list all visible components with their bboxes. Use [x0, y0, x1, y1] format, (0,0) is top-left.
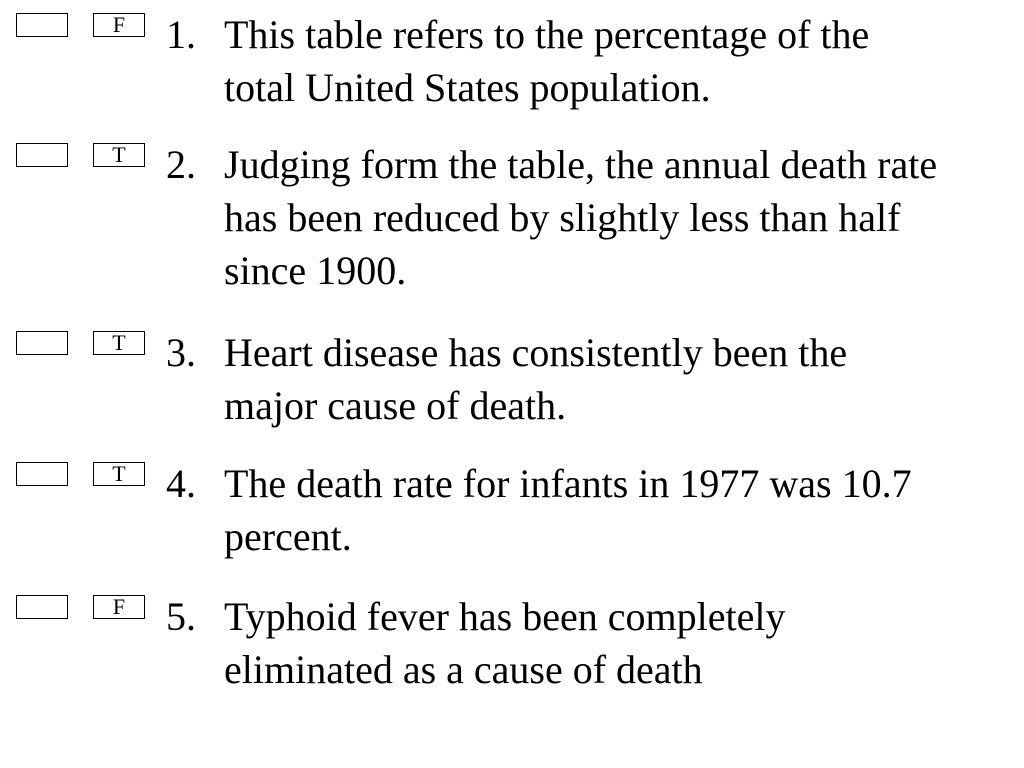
answer-key-box: T: [93, 331, 145, 355]
answer-blank-box[interactable]: [16, 13, 68, 37]
question-number: 3.: [166, 330, 196, 375]
answer-blank-box[interactable]: [16, 331, 68, 355]
question-number: 5.: [166, 594, 196, 639]
question-statement: The death rate for infants in 1977 was 10.7 percent.: [224, 461, 912, 559]
question-statement: Heart disease has consistently been the major cause of death.: [224, 330, 848, 428]
question-number: 2.: [166, 142, 196, 187]
question-number: 1.: [166, 12, 196, 57]
answer-key-box: F: [93, 13, 145, 37]
answer-key-box: T: [93, 143, 145, 167]
answer-key-box: F: [93, 595, 145, 619]
answer-key-box: T: [93, 462, 145, 486]
question-statement: Typhoid fever has been completely eliminated as a cause of death: [224, 594, 786, 692]
answer-blank-box[interactable]: [16, 143, 68, 167]
answer-blank-box[interactable]: [16, 462, 68, 486]
question-statement: Judging form the table, the annual death rate has been reduced by slightly less than half since 1900.: [224, 142, 938, 293]
question-number: 4.: [166, 461, 196, 506]
answer-blank-box[interactable]: [16, 595, 68, 619]
question-statement: This table refers to the percentage of the total United States population.: [224, 12, 870, 110]
